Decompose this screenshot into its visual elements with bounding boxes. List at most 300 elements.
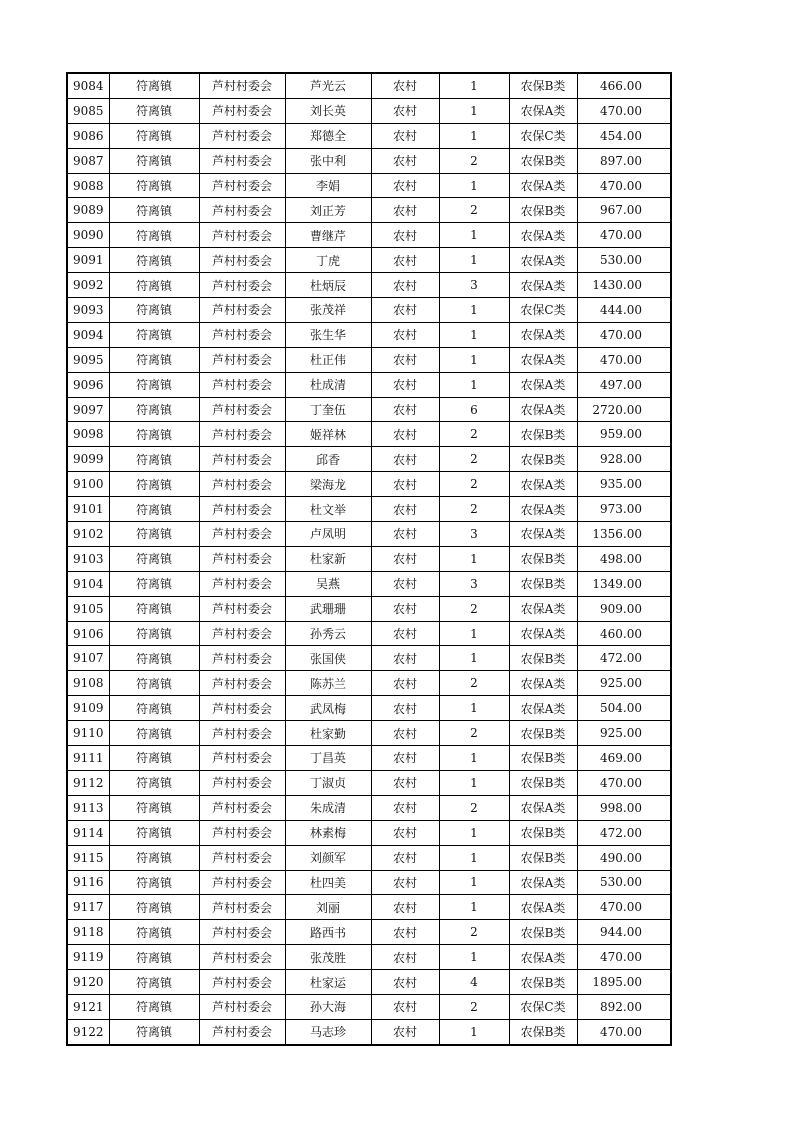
household-size-cell: 1 [439,746,509,771]
residence-type-cell: 农村 [371,397,439,422]
insurance-category-cell: 农保B类 [509,770,577,795]
village-committee-cell: 芦村村委会 [199,895,285,920]
table-row [67,397,671,422]
town-cell: 符离镇 [109,347,199,372]
table-row [67,870,671,895]
household-size-cell: 3 [439,571,509,596]
record-id-cell: 9103 [67,546,109,571]
record-id-cell: 9087 [67,148,109,173]
insurance-category-cell: 农保B类 [509,820,577,845]
record-id-cell: 9094 [67,322,109,347]
record-id-cell: 9122 [67,1019,109,1044]
village-committee-cell: 芦村村委会 [199,621,285,646]
table-row [67,621,671,646]
record-id-cell: 9092 [67,273,109,298]
table-row [67,845,671,870]
amount-cell: 497.00 [577,372,671,397]
record-id-cell: 9121 [67,994,109,1019]
residence-type-cell: 农村 [371,1019,439,1044]
household-size-cell: 2 [439,198,509,223]
amount-cell: 998.00 [577,795,671,820]
village-committee-cell: 芦村村委会 [199,422,285,447]
amount-cell: 454.00 [577,123,671,148]
table-row [67,596,671,621]
village-committee-cell: 芦村村委会 [199,970,285,995]
table-row [67,1019,671,1044]
insurance-category-cell: 农保A类 [509,472,577,497]
town-cell: 符离镇 [109,322,199,347]
insurance-category-cell: 农保A类 [509,397,577,422]
amount-cell: 909.00 [577,596,671,621]
name-cell: 杜家运 [285,970,371,995]
table-row [67,646,671,671]
record-id-cell: 9118 [67,920,109,945]
town-cell: 符离镇 [109,546,199,571]
village-committee-cell: 芦村村委会 [199,746,285,771]
residence-type-cell: 农村 [371,198,439,223]
household-size-cell: 1 [439,173,509,198]
insurance-category-cell: 农保C类 [509,994,577,1019]
town-cell: 符离镇 [109,571,199,596]
table-row [67,148,671,173]
residence-type-cell: 农村 [371,298,439,323]
amount-cell: 1356.00 [577,522,671,547]
household-size-cell: 1 [439,621,509,646]
town-cell: 符离镇 [109,596,199,621]
town-cell: 符离镇 [109,248,199,273]
town-cell: 符离镇 [109,397,199,422]
residence-type-cell: 农村 [371,322,439,347]
amount-cell: 490.00 [577,845,671,870]
insurance-category-cell: 农保B类 [509,845,577,870]
record-id-cell: 9088 [67,173,109,198]
household-size-cell: 2 [439,671,509,696]
name-cell: 孙大海 [285,994,371,1019]
record-id-cell: 9097 [67,397,109,422]
amount-cell: 973.00 [577,497,671,522]
name-cell: 杜正伟 [285,347,371,372]
name-cell: 邱香 [285,447,371,472]
town-cell: 符离镇 [109,895,199,920]
residence-type-cell: 农村 [371,646,439,671]
amount-cell: 897.00 [577,148,671,173]
table-row [67,970,671,995]
household-size-cell: 1 [439,770,509,795]
village-committee-cell: 芦村村委会 [199,497,285,522]
record-id-cell: 9091 [67,248,109,273]
record-id-cell: 9085 [67,98,109,123]
town-cell: 符离镇 [109,795,199,820]
table-row [67,945,671,970]
household-size-cell: 1 [439,248,509,273]
household-size-cell: 1 [439,1019,509,1044]
insurance-category-cell: 农保A类 [509,173,577,198]
residence-type-cell: 农村 [371,994,439,1019]
table-row [67,422,671,447]
record-id-cell: 9109 [67,696,109,721]
name-cell: 张国侠 [285,646,371,671]
table-row [67,322,671,347]
village-committee-cell: 芦村村委会 [199,123,285,148]
residence-type-cell: 农村 [371,98,439,123]
name-cell: 杜文举 [285,497,371,522]
insurance-category-cell: 农保B类 [509,970,577,995]
household-size-cell: 2 [439,447,509,472]
town-cell: 符离镇 [109,696,199,721]
town-cell: 符离镇 [109,746,199,771]
residence-type-cell: 农村 [371,845,439,870]
name-cell: 孙秀云 [285,621,371,646]
amount-cell: 530.00 [577,870,671,895]
name-cell: 梁海龙 [285,472,371,497]
household-size-cell: 4 [439,970,509,995]
name-cell: 杜家新 [285,546,371,571]
amount-cell: 470.00 [577,223,671,248]
residence-type-cell: 农村 [371,820,439,845]
table-row [67,696,671,721]
town-cell: 符离镇 [109,372,199,397]
insurance-category-cell: 农保A类 [509,98,577,123]
residence-type-cell: 农村 [371,621,439,646]
record-id-cell: 9107 [67,646,109,671]
record-id-cell: 9106 [67,621,109,646]
name-cell: 杜炳辰 [285,273,371,298]
amount-cell: 469.00 [577,746,671,771]
town-cell: 符离镇 [109,472,199,497]
village-committee-cell: 芦村村委会 [199,347,285,372]
insurance-category-cell: 农保A类 [509,497,577,522]
village-committee-cell: 芦村村委会 [199,945,285,970]
residence-type-cell: 农村 [371,571,439,596]
residence-type-cell: 农村 [371,347,439,372]
table-row [67,994,671,1019]
household-size-cell: 2 [439,721,509,746]
insurance-category-cell: 农保A类 [509,870,577,895]
table-row [67,820,671,845]
record-id-cell: 9110 [67,721,109,746]
village-committee-cell: 芦村村委会 [199,994,285,1019]
town-cell: 符离镇 [109,298,199,323]
record-id-cell: 9119 [67,945,109,970]
table-row [67,571,671,596]
village-committee-cell: 芦村村委会 [199,198,285,223]
household-size-cell: 1 [439,546,509,571]
insurance-category-cell: 农保A类 [509,223,577,248]
village-committee-cell: 芦村村委会 [199,696,285,721]
record-id-cell: 9090 [67,223,109,248]
household-size-cell: 1 [439,820,509,845]
name-cell: 芦光云 [285,73,371,98]
village-committee-cell: 芦村村委会 [199,671,285,696]
amount-cell: 935.00 [577,472,671,497]
residence-type-cell: 农村 [371,546,439,571]
household-size-cell: 1 [439,73,509,98]
record-id-cell: 9115 [67,845,109,870]
village-committee-cell: 芦村村委会 [199,298,285,323]
town-cell: 符离镇 [109,148,199,173]
insurance-category-cell: 农保B类 [509,447,577,472]
amount-cell: 959.00 [577,422,671,447]
amount-cell: 892.00 [577,994,671,1019]
village-committee-cell: 芦村村委会 [199,571,285,596]
table-row [67,347,671,372]
name-cell: 杜成清 [285,372,371,397]
name-cell: 丁昌英 [285,746,371,771]
table-row [67,223,671,248]
table-row [67,123,671,148]
village-committee-cell: 芦村村委会 [199,770,285,795]
town-cell: 符离镇 [109,198,199,223]
table-row [67,447,671,472]
insurance-category-cell: 农保B类 [509,721,577,746]
village-committee-cell: 芦村村委会 [199,322,285,347]
table-row [67,273,671,298]
town-cell: 符离镇 [109,945,199,970]
village-committee-cell: 芦村村委会 [199,920,285,945]
name-cell: 姬祥林 [285,422,371,447]
name-cell: 丁奎伍 [285,397,371,422]
amount-cell: 472.00 [577,820,671,845]
insurance-category-cell: 农保A类 [509,347,577,372]
town-cell: 符离镇 [109,422,199,447]
residence-type-cell: 农村 [371,770,439,795]
insurance-category-cell: 农保B类 [509,422,577,447]
residence-type-cell: 农村 [371,173,439,198]
insurance-category-cell: 农保C类 [509,123,577,148]
residence-type-cell: 农村 [371,73,439,98]
name-cell: 张茂祥 [285,298,371,323]
town-cell: 符离镇 [109,497,199,522]
household-size-cell: 1 [439,870,509,895]
household-size-cell: 1 [439,945,509,970]
village-committee-cell: 芦村村委会 [199,1019,285,1044]
table-row [67,98,671,123]
amount-cell: 944.00 [577,920,671,945]
household-size-cell: 2 [439,148,509,173]
table-row [67,472,671,497]
amount-cell: 1349.00 [577,571,671,596]
town-cell: 符离镇 [109,621,199,646]
residence-type-cell: 农村 [371,472,439,497]
insurance-category-cell: 农保B类 [509,198,577,223]
amount-cell: 2720.00 [577,397,671,422]
record-id-cell: 9105 [67,596,109,621]
household-size-cell: 1 [439,322,509,347]
amount-cell: 504.00 [577,696,671,721]
residence-type-cell: 农村 [371,895,439,920]
town-cell: 符离镇 [109,770,199,795]
record-id-cell: 9101 [67,497,109,522]
household-size-cell: 1 [439,123,509,148]
amount-cell: 444.00 [577,298,671,323]
amount-cell: 470.00 [577,173,671,198]
insurance-category-cell: 农保A类 [509,522,577,547]
insurance-category-cell: 农保B类 [509,920,577,945]
name-cell: 郑德全 [285,123,371,148]
name-cell: 马志珍 [285,1019,371,1044]
name-cell: 刘正芳 [285,198,371,223]
insurance-category-cell: 农保A类 [509,596,577,621]
record-id-cell: 9104 [67,571,109,596]
residence-type-cell: 农村 [371,671,439,696]
name-cell: 李娟 [285,173,371,198]
amount-cell: 925.00 [577,671,671,696]
village-committee-cell: 芦村村委会 [199,472,285,497]
village-committee-cell: 芦村村委会 [199,795,285,820]
name-cell: 张中利 [285,148,371,173]
table-body [67,73,671,1045]
village-committee-cell: 芦村村委会 [199,248,285,273]
insurance-category-cell: 农保A类 [509,895,577,920]
residence-type-cell: 农村 [371,447,439,472]
town-cell: 符离镇 [109,123,199,148]
household-size-cell: 1 [439,98,509,123]
household-size-cell: 1 [439,696,509,721]
table-row [67,372,671,397]
table-row [67,920,671,945]
table-row [67,770,671,795]
record-id-cell: 9099 [67,447,109,472]
table-row [67,497,671,522]
residence-type-cell: 农村 [371,596,439,621]
residence-type-cell: 农村 [371,945,439,970]
town-cell: 符离镇 [109,920,199,945]
insurance-category-cell: 农保A类 [509,273,577,298]
name-cell: 丁淑贞 [285,770,371,795]
insurance-category-cell: 农保A类 [509,671,577,696]
residence-type-cell: 农村 [371,148,439,173]
insurance-category-cell: 农保B类 [509,1019,577,1044]
amount-cell: 466.00 [577,73,671,98]
village-committee-cell: 芦村村委会 [199,173,285,198]
amount-cell: 470.00 [577,945,671,970]
amount-cell: 928.00 [577,447,671,472]
table-row [67,671,671,696]
household-size-cell: 2 [439,422,509,447]
record-id-cell: 9113 [67,795,109,820]
town-cell: 符离镇 [109,273,199,298]
table-row [67,248,671,273]
table-row [67,795,671,820]
residence-type-cell: 农村 [371,248,439,273]
amount-cell: 967.00 [577,198,671,223]
amount-cell: 470.00 [577,347,671,372]
insurance-category-cell: 农保B类 [509,746,577,771]
residence-type-cell: 农村 [371,795,439,820]
village-committee-cell: 芦村村委会 [199,397,285,422]
village-committee-cell: 芦村村委会 [199,845,285,870]
record-id-cell: 9100 [67,472,109,497]
household-size-cell: 1 [439,845,509,870]
town-cell: 符离镇 [109,173,199,198]
insurance-category-cell: 农保B类 [509,571,577,596]
village-committee-cell: 芦村村委会 [199,870,285,895]
household-size-cell: 1 [439,223,509,248]
name-cell: 丁虎 [285,248,371,273]
name-cell: 曹继芹 [285,223,371,248]
name-cell: 刘丽 [285,895,371,920]
amount-cell: 498.00 [577,546,671,571]
insurance-category-cell: 农保A类 [509,621,577,646]
insurance-category-cell: 农保A类 [509,248,577,273]
table-row [67,746,671,771]
village-committee-cell: 芦村村委会 [199,546,285,571]
household-size-cell: 2 [439,497,509,522]
residence-type-cell: 农村 [371,970,439,995]
name-cell: 路西书 [285,920,371,945]
name-cell: 刘颜军 [285,845,371,870]
record-id-cell: 9093 [67,298,109,323]
household-size-cell: 2 [439,994,509,1019]
amount-cell: 472.00 [577,646,671,671]
residence-type-cell: 农村 [371,721,439,746]
amount-cell: 470.00 [577,1019,671,1044]
name-cell: 张生华 [285,322,371,347]
town-cell: 符离镇 [109,73,199,98]
household-size-cell: 6 [439,397,509,422]
name-cell: 朱成清 [285,795,371,820]
amount-cell: 470.00 [577,770,671,795]
household-size-cell: 3 [439,273,509,298]
town-cell: 符离镇 [109,721,199,746]
household-size-cell: 1 [439,298,509,323]
insurance-category-cell: 农保B类 [509,73,577,98]
insurance-category-cell: 农保B类 [509,148,577,173]
record-id-cell: 9112 [67,770,109,795]
village-committee-cell: 芦村村委会 [199,73,285,98]
name-cell: 杜四美 [285,870,371,895]
record-id-cell: 9096 [67,372,109,397]
amount-cell: 470.00 [577,895,671,920]
town-cell: 符离镇 [109,1019,199,1044]
amount-cell: 1895.00 [577,970,671,995]
record-id-cell: 9111 [67,746,109,771]
record-id-cell: 9120 [67,970,109,995]
table-row [67,173,671,198]
table-row [67,73,671,98]
town-cell: 符离镇 [109,522,199,547]
record-id-cell: 9114 [67,820,109,845]
household-size-cell: 1 [439,646,509,671]
household-size-cell: 1 [439,895,509,920]
record-id-cell: 9108 [67,671,109,696]
amount-cell: 470.00 [577,98,671,123]
amount-cell: 530.00 [577,248,671,273]
town-cell: 符离镇 [109,845,199,870]
name-cell: 陈苏兰 [285,671,371,696]
table-row [67,198,671,223]
record-id-cell: 9098 [67,422,109,447]
residence-type-cell: 农村 [371,522,439,547]
town-cell: 符离镇 [109,671,199,696]
table-row [67,721,671,746]
table-row [67,546,671,571]
data-table [66,72,672,1046]
residence-type-cell: 农村 [371,497,439,522]
residence-type-cell: 农村 [371,273,439,298]
household-size-cell: 3 [439,522,509,547]
village-committee-cell: 芦村村委会 [199,372,285,397]
town-cell: 符离镇 [109,870,199,895]
record-id-cell: 9102 [67,522,109,547]
record-id-cell: 9084 [67,73,109,98]
town-cell: 符离镇 [109,223,199,248]
amount-cell: 925.00 [577,721,671,746]
household-size-cell: 2 [439,795,509,820]
table-row [67,522,671,547]
town-cell: 符离镇 [109,820,199,845]
residence-type-cell: 农村 [371,696,439,721]
